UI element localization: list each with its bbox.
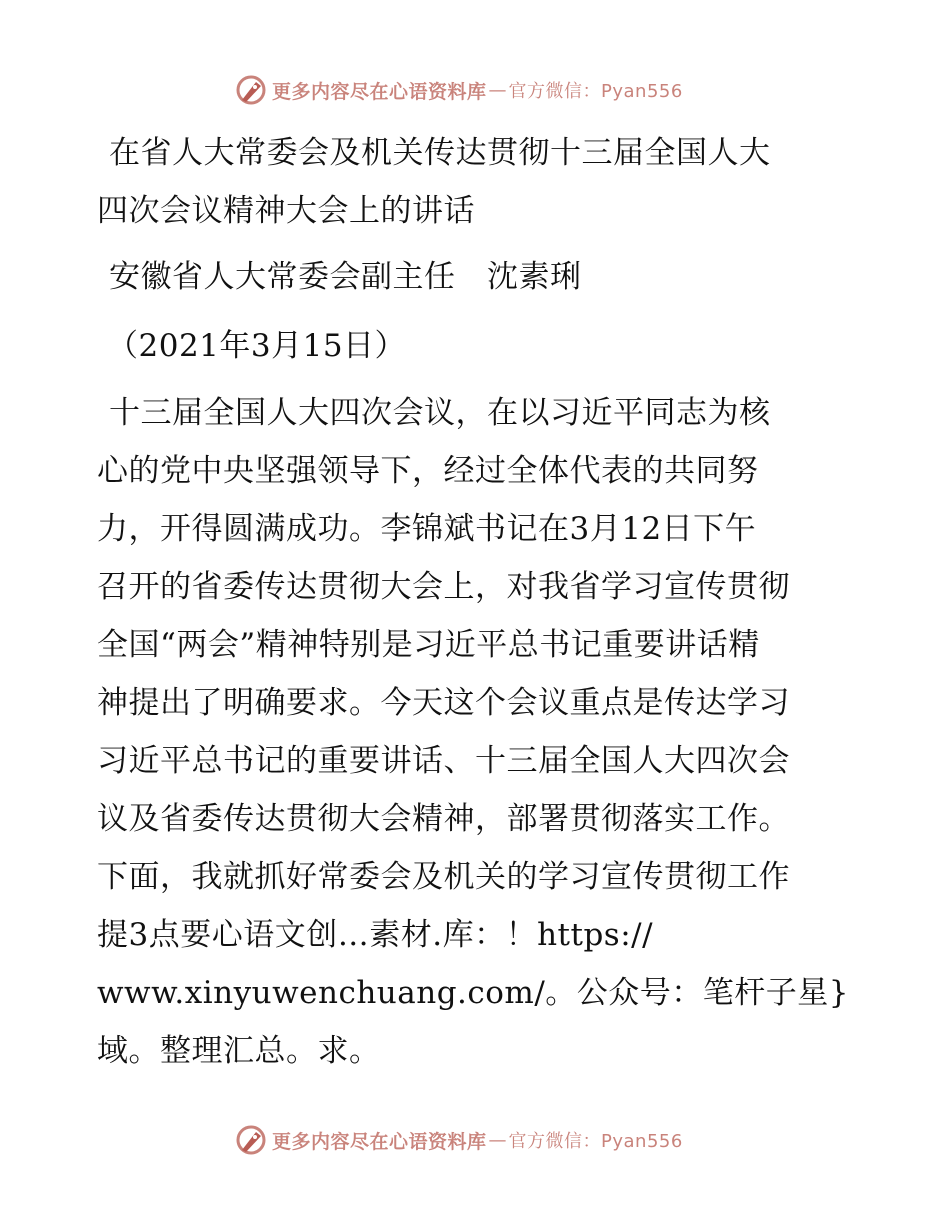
- paragraph-line: 域。整理汇总。求。: [97, 1033, 381, 1069]
- pen-nib-circle-icon: [234, 1123, 268, 1157]
- document-speaker: 安徽省人大常委会副主任 沈素琍: [109, 259, 582, 295]
- paragraph-line: 十三届全国人大四次会议，在以习近平同志为核: [109, 395, 771, 431]
- pen-nib-circle-icon: [234, 73, 268, 107]
- banner-site-name: 更多内容尽在心语资料库: [272, 80, 487, 103]
- paragraph-line: 下面，我就抓好常委会及机关的学习宣传贯彻工作: [97, 859, 790, 895]
- paragraph-line: 全国“两会”精神特别是习近平总书记重要讲话精: [97, 627, 760, 663]
- banner-wechat-id: 官方微信：Pyan556: [508, 1131, 683, 1152]
- header-watermark-banner: [234, 72, 683, 108]
- paragraph-line: 神提出了明确要求。今天这个会议重点是传达学习: [97, 685, 790, 721]
- document-title-line-1: 在省人大常委会及机关传达贯彻十三届全国人大: [109, 135, 771, 171]
- paragraph-line: 习近平总书记的重要讲话、十三届全国人大四次会: [97, 743, 790, 779]
- footer-watermark-banner: [234, 1122, 683, 1158]
- paragraph-line: 召开的省委传达贯彻大会上，对我省学习宣传贯彻: [97, 569, 790, 605]
- paragraph-line: 议及省委传达贯彻大会精神，部署贯彻落实工作。: [97, 801, 790, 837]
- document-date: （2021年3月15日）: [107, 328, 407, 364]
- paragraph-line: 心的党中央坚强领导下，经过全体代表的共同努: [97, 453, 759, 489]
- banner-site-name: 更多内容尽在心语资料库: [272, 1130, 487, 1153]
- document-paragraph: [97, 384, 857, 1080]
- banner-separator: —: [488, 1129, 507, 1151]
- document-title-line-2: 四次会议精神大会上的讲话: [97, 193, 475, 229]
- paragraph-line: 提3点要心语文创…素材.库：！https://: [97, 917, 654, 953]
- banner-wechat-id: 官方微信：Pyan556: [508, 81, 683, 102]
- paragraph-line: www.xinyuwenchuang.com/。公众号：笔杆子星}: [97, 975, 849, 1011]
- banner-separator: —: [488, 79, 507, 101]
- paragraph-line: 力，开得圆满成功。李锦斌书记在3月12日下午: [97, 511, 757, 547]
- document-body: [97, 124, 857, 1080]
